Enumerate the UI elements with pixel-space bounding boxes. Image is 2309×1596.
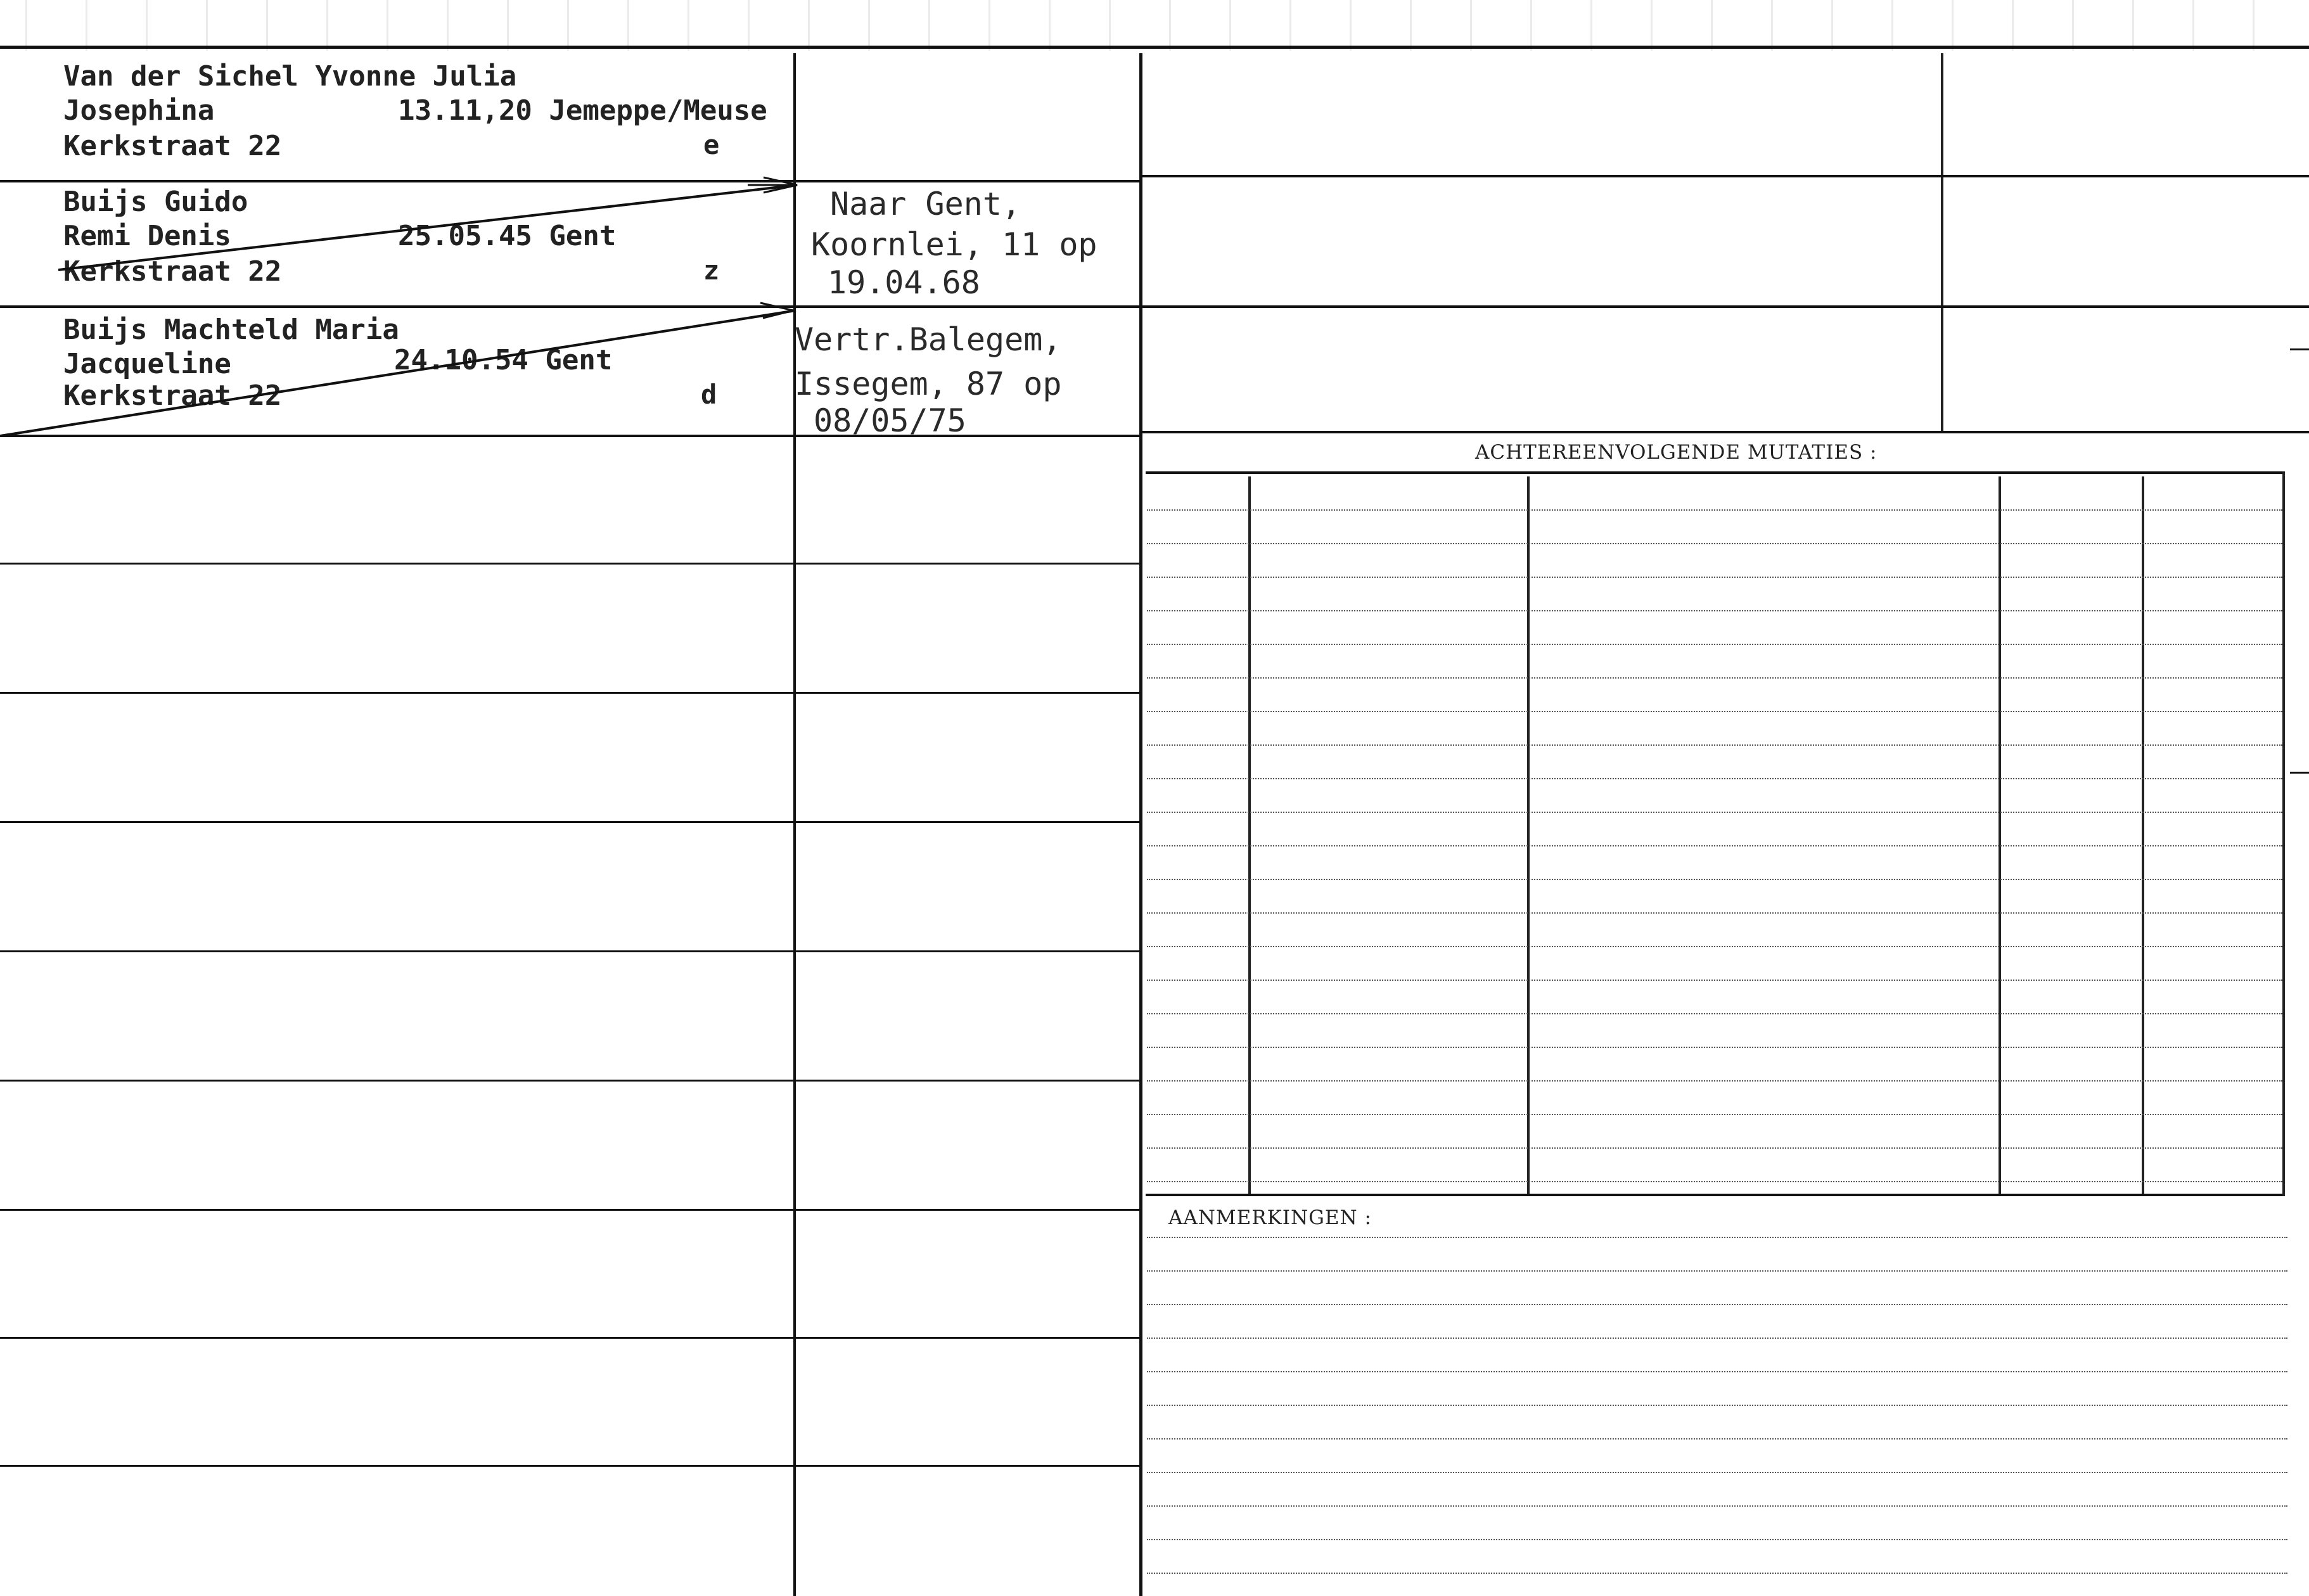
person-2-code: z — [703, 255, 720, 286]
person-3-remark-2: Issegem, 87 op — [795, 366, 1062, 402]
strike-person-3 — [0, 310, 796, 436]
person-2-name: Buijs Guido — [63, 186, 248, 218]
person-3-name2: Jacqueline — [63, 348, 231, 380]
person-2-remark-3: 19.04.68 — [828, 264, 980, 301]
person-1-name: Van der Sichel Yvonne Julia — [63, 60, 517, 93]
person-1-address: Kerkstraat 22 — [63, 130, 282, 162]
person-3-remark-3: 08/05/75 — [814, 402, 966, 439]
person-3-birth: 24.10.54 Gent — [394, 344, 613, 376]
person-3-remark-1: Vertr.Balegem, — [795, 321, 1062, 358]
strike-person-2 — [58, 185, 797, 270]
person-2-remark-2: Koornlei, 11 op — [811, 226, 1097, 263]
remarks-header: AANMERKINGEN : — [1168, 1206, 1372, 1229]
person-3-name: Buijs Machteld Maria — [63, 314, 399, 346]
person-2-address: Kerkstraat 22 — [63, 255, 282, 288]
person-1-code: e — [703, 129, 720, 160]
person-2-name2: Remi Denis — [63, 220, 231, 252]
mutations-header: ACHTEREENVOLGENDE MUTATIES : — [1475, 441, 1877, 464]
person-1-birth: 13.11,20 Jemeppe/Meuse — [398, 94, 767, 127]
person-3-code: d — [701, 379, 717, 410]
person-1-name2: Josephina — [63, 94, 215, 127]
person-2-birth: 25.05.45 Gent — [398, 220, 617, 252]
person-2-remark-1: Naar Gent, — [830, 186, 1021, 222]
person-3-address: Kerkstraat 22 — [63, 380, 282, 412]
